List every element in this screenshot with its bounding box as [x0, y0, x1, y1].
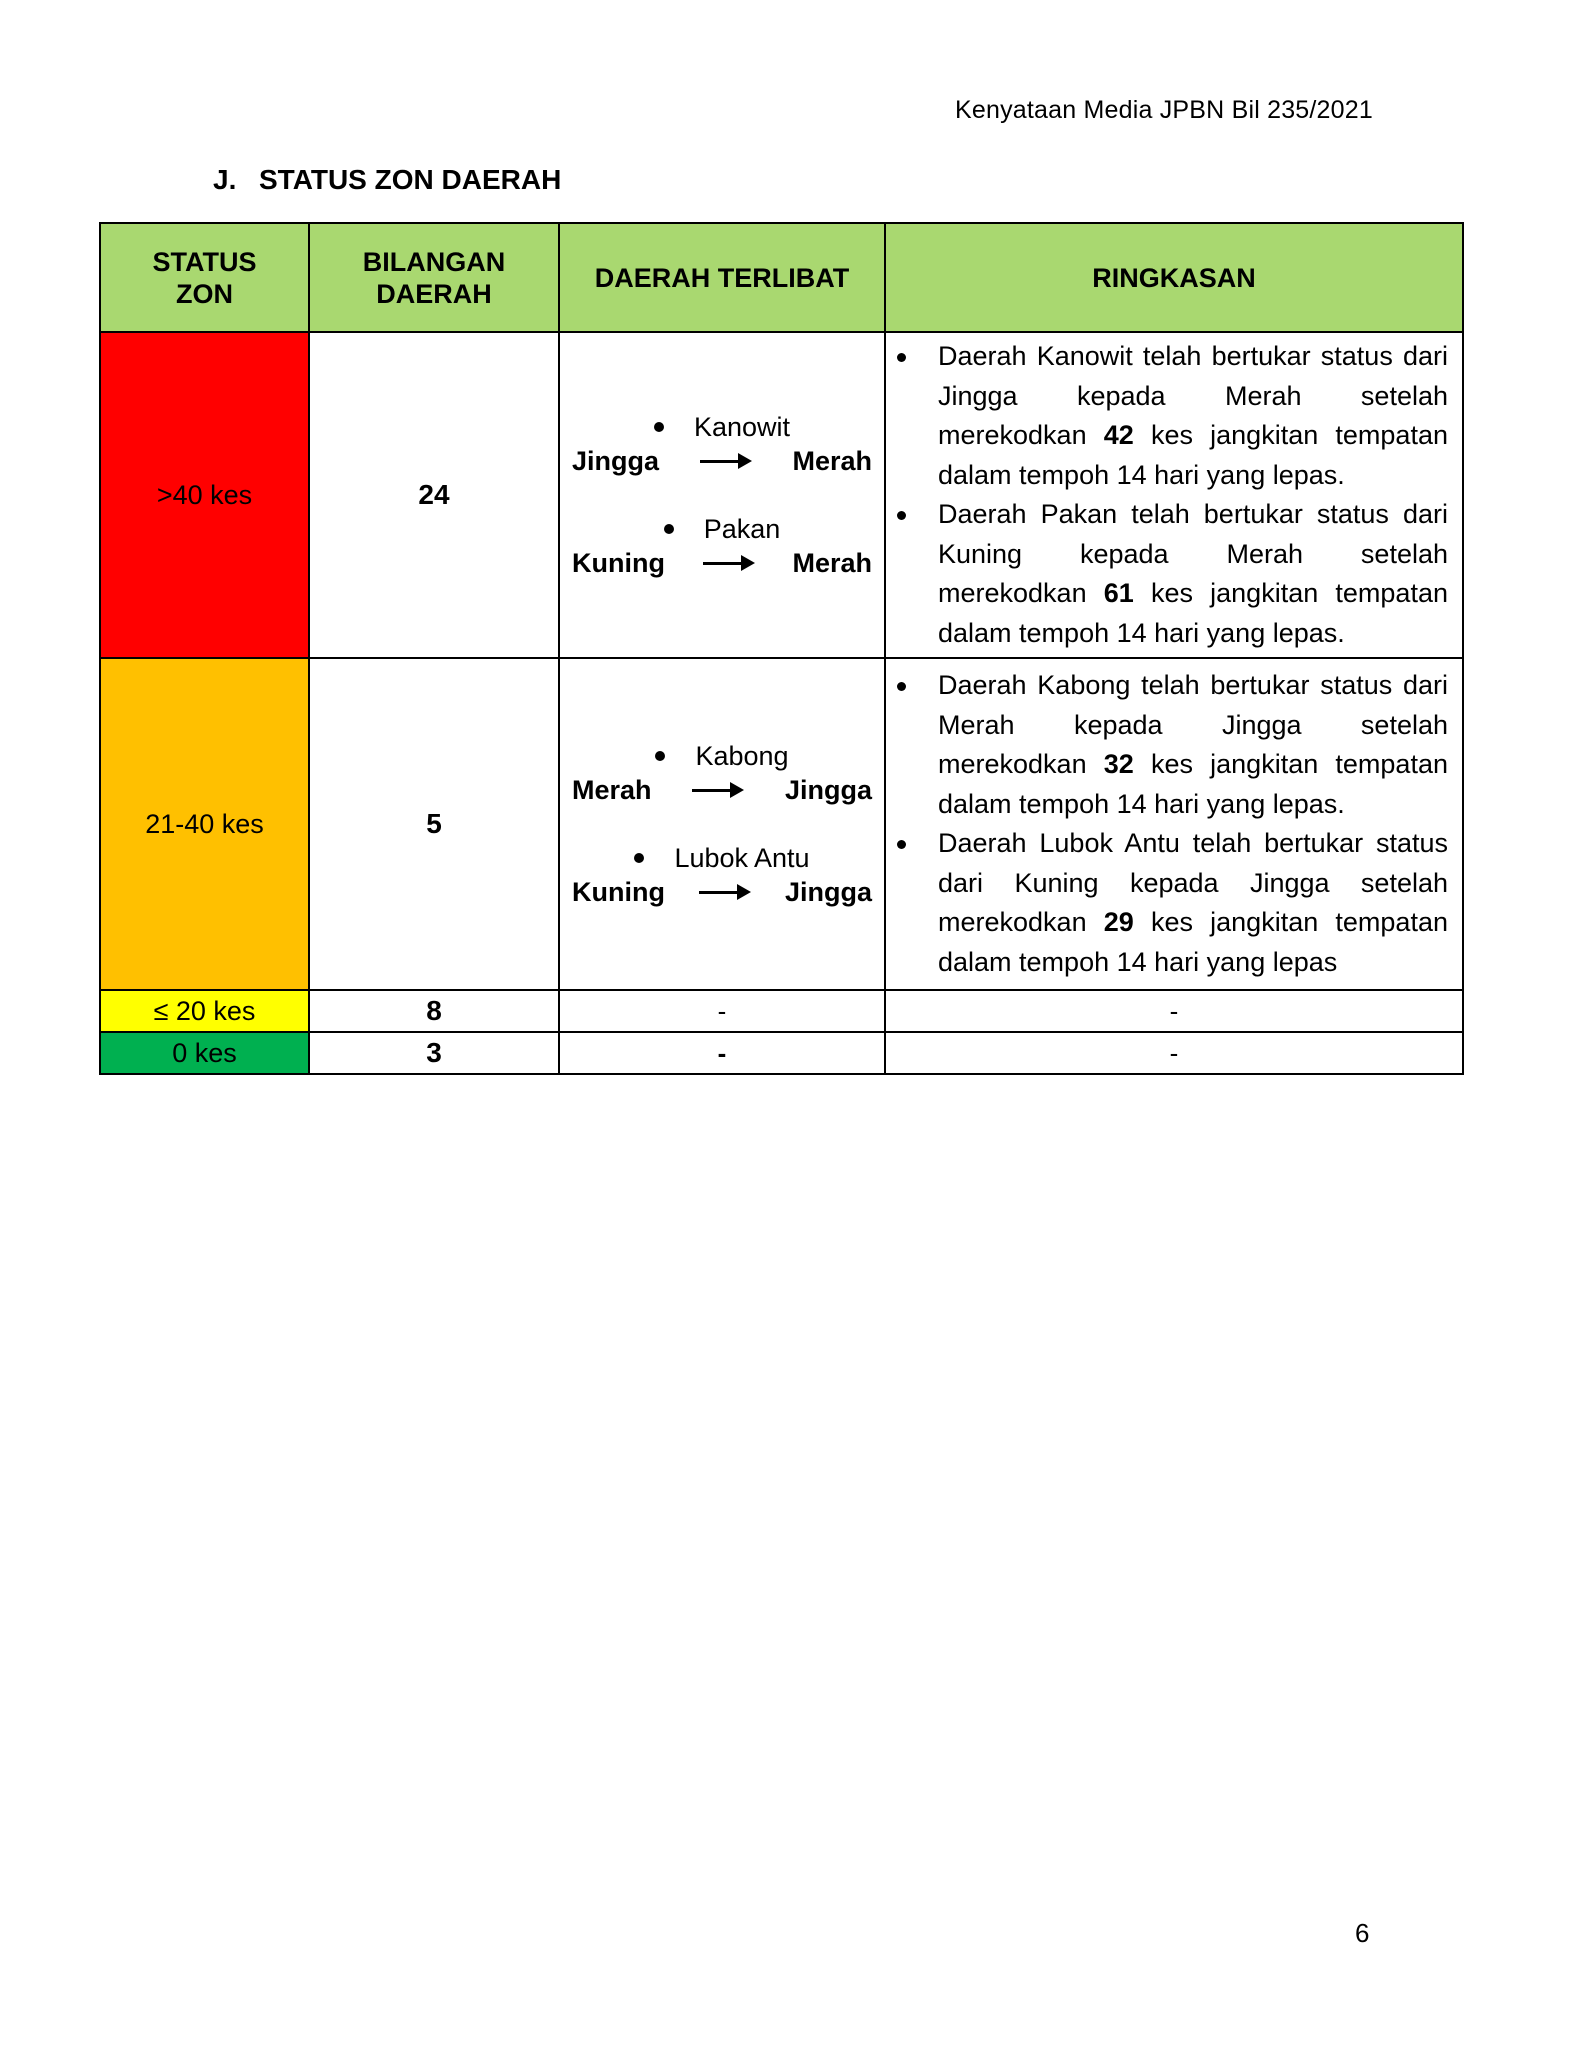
status-zone-cell: ≤ 20 kes [100, 990, 309, 1032]
bullet-icon [634, 853, 644, 863]
table-row-orange-zone [100, 658, 1463, 990]
bullet-icon [654, 422, 664, 432]
table-row-red-zone [100, 332, 1463, 658]
district-name: Lubok Antu [674, 843, 810, 873]
district-change [572, 512, 872, 580]
to-status: Jingga [784, 775, 872, 805]
header-district-count: BILANGAN DAERAH [309, 223, 559, 332]
arrow-right-icon [703, 555, 755, 571]
district-name: Kabong [695, 741, 789, 771]
from-status: Jingga [572, 446, 660, 476]
summary-item: Daerah Lubok Antu telah bertukar status dari Kuning kepada Jingga setelah merekodkan 29 kes jangkitan tempatan dalam tempoh 14 hari yang lepas [938, 824, 1448, 982]
summary-cell [885, 332, 1463, 658]
summary-cell [885, 658, 1463, 990]
district-count-cell: 24 [309, 332, 559, 658]
districts-involved-cell [559, 332, 885, 658]
district-change [572, 410, 872, 478]
table-header-row [100, 223, 1463, 332]
summary-cell: - [885, 1032, 1463, 1074]
arrow-right-icon [692, 782, 744, 798]
header-status-zone: STATUS ZON [100, 223, 309, 332]
arrow-right-icon [699, 884, 751, 900]
section-heading [213, 164, 561, 196]
summary-item: Daerah Kanowit telah bertukar status dari Jingga kepada Merah setelah merekodkan 42 kes jangkitan tempatan dalam tempoh 14 hari yang lepas. [938, 337, 1448, 495]
summary-item: Daerah Pakan telah bertukar status dari Kuning kepada Merah setelah merekodkan 61 kes jangkitan tempatan dalam tempoh 14 hari yang lepas. [938, 495, 1448, 653]
from-status: Kuning [572, 548, 665, 578]
zone-status-table [99, 222, 1464, 1075]
districts-involved-cell: - [559, 990, 885, 1032]
section-letter: J. [213, 164, 237, 195]
header-summary: RINGKASAN [885, 223, 1463, 332]
header-districts-involved: DAERAH TERLIBAT [559, 223, 885, 332]
from-status: Merah [572, 775, 652, 805]
to-status: Merah [792, 548, 872, 578]
district-name: Kanowit [693, 412, 791, 442]
district-change [572, 739, 872, 807]
districts-involved-cell: - [559, 1032, 885, 1074]
page-number: 6 [1355, 1918, 1370, 1948]
bullet-icon [664, 524, 674, 534]
summary-cell: - [885, 990, 1463, 1032]
district-count-cell: 8 [309, 990, 559, 1032]
status-zone-cell: >40 kes [100, 332, 309, 658]
summary-item: Daerah Kabong telah bertukar status dari Merah kepada Jingga setelah merekodkan 32 kes jangkitan tempatan dalam tempoh 14 hari yang lepas. [938, 666, 1448, 824]
to-status: Merah [792, 446, 872, 476]
district-count-cell: 5 [309, 658, 559, 990]
table-row-green-zone [100, 1032, 1463, 1074]
arrow-right-icon [700, 453, 752, 469]
district-name: Pakan [703, 514, 781, 544]
bullet-icon [655, 751, 665, 761]
district-change [572, 841, 872, 909]
document-reference: Kenyataan Media JPBN Bil 235/2021 [955, 96, 1373, 124]
from-status: Kuning [572, 877, 665, 907]
status-zone-cell: 0 kes [100, 1032, 309, 1074]
district-count-cell: 3 [309, 1032, 559, 1074]
status-zone-cell: 21-40 kes [100, 658, 309, 990]
section-title: STATUS ZON DAERAH [259, 164, 562, 195]
table-row-yellow-zone [100, 990, 1463, 1032]
to-status: Jingga [784, 877, 872, 907]
districts-involved-cell [559, 658, 885, 990]
